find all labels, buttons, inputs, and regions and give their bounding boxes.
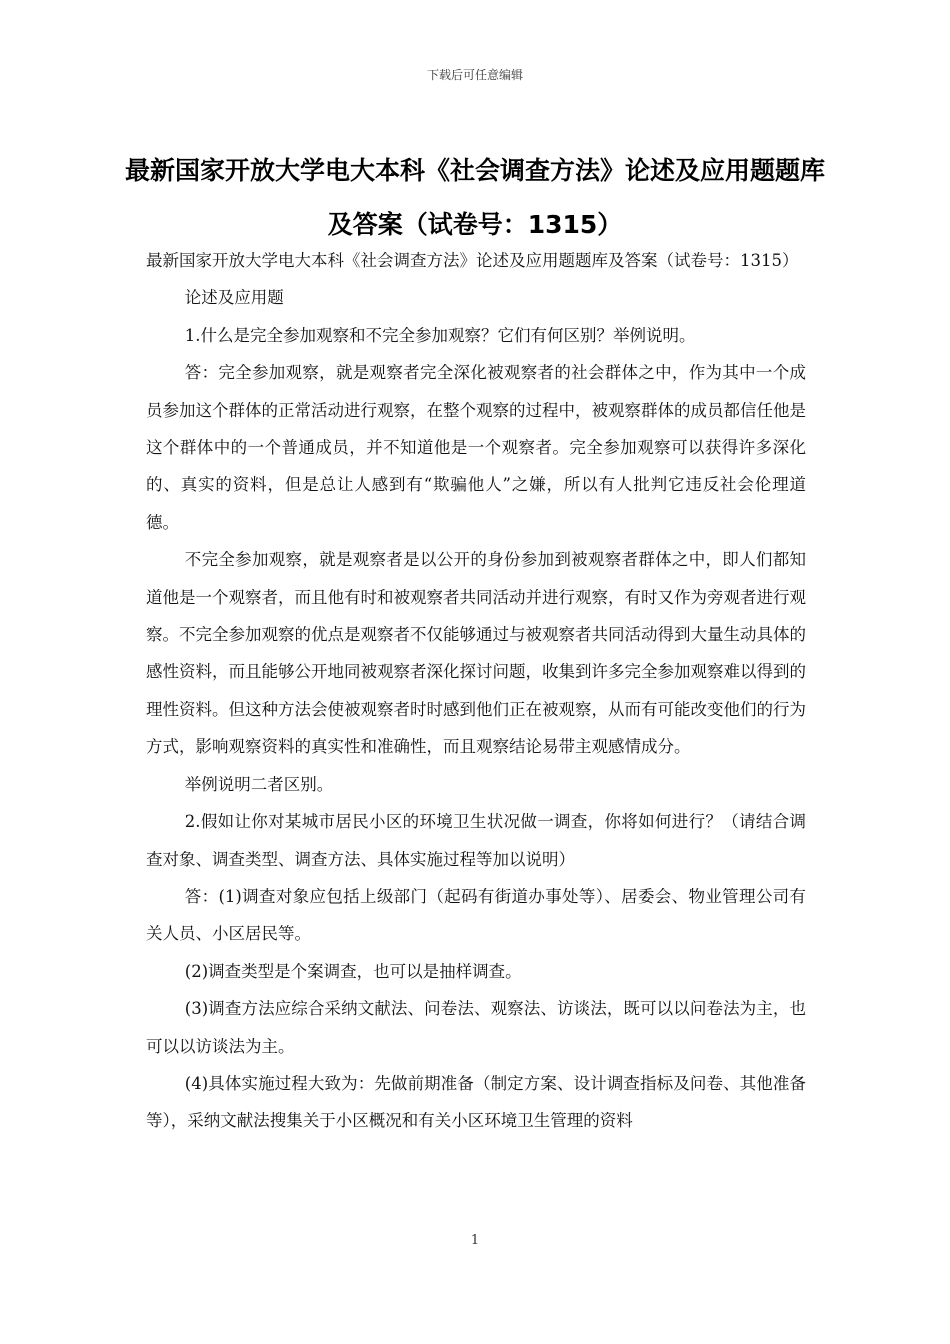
answer-1-part-2: 不完全参加观察，就是观察者是以公开的身份参加到被观察者群体之中，即人们都知道他是一个观察者，而且他有时和被观察者共同活动并进行观察，有时又作为旁观者进行观察。不完全参加观察的优点是观察者不仅能够通过与被观察者共同活动得到大量生动具体的感性资料，而且能够公开地同被观察者深化探讨问题，收集到许多完全参加观察难以得到的理性资料。但这种方法会使被观察者时时感到他们正在被观察，从而有可能改变他们的行为方式，影响观察资料的真实性和准确性，而且观察结论易带主观感情成分。 [146, 550, 806, 757]
answer-2-item-3: (3)调查方法应综合采纳文献法、问卷法、观察法、访谈法，既可以以问卷法为主，也可以以访谈法为主。 [146, 999, 806, 1056]
page-number: 1 [470, 1233, 480, 1248]
question-1: 1.什么是完全参加观察和不完全参加观察？它们有何区别？举例说明。 [184, 325, 696, 345]
question-2: 2.假如让你对某城市居民小区的环境卫生状况做一调查，你将如何进行？（请结合调查对象、调查类型、调查方法、具体实施过程等加以说明） [146, 812, 806, 869]
section-heading: 论述及应用题 [184, 288, 284, 308]
document-body [146, 242, 806, 1140]
subtitle-paragraph: 最新国家开放大学电大本科《社会调查方法》论述及应用题题库及答案（试卷号：1315） [146, 251, 799, 270]
answer-1-part-3: 举例说明二者区别。 [184, 774, 334, 794]
answer-2-item-4: (4)具体实施过程大致为：先做前期准备（制定方案、设计调查指标及问卷、其他准备等），采纳文献法搜集关于小区概况和有关小区环境卫生管理的资料 [146, 1073, 806, 1131]
document-title: 最新国家开放大学电大本科《社会调查方法》论述及应用题题库及答案（试卷号：1315） [124, 156, 825, 239]
header-note: 下载后可任意编辑 [426, 68, 523, 82]
answer-2-item-1: 答：(1)调查对象应包括上级部门（起码有街道办事处等）、居委会、物业管理公司有关人员、小区居民等。 [146, 886, 806, 944]
answer-2-item-2: (2)调查类型是个案调查，也可以是抽样调查。 [184, 961, 522, 981]
answer-1-part-1: 答：完全参加观察，就是观察者完全深化被观察者的社会群体之中，作为其中一个成员参加这个群体的正常活动进行观察，在整个观察的过程中，被观察群体的成员都信任他是这个群体中的一个普通成员，并不知道他是一个观察者。完全参加观察可以获得许多深化的、真实的资料，但是总让人感到有“欺骗他人”之嫌，所以有人批判它违反社会伦理道德。 [146, 363, 806, 532]
